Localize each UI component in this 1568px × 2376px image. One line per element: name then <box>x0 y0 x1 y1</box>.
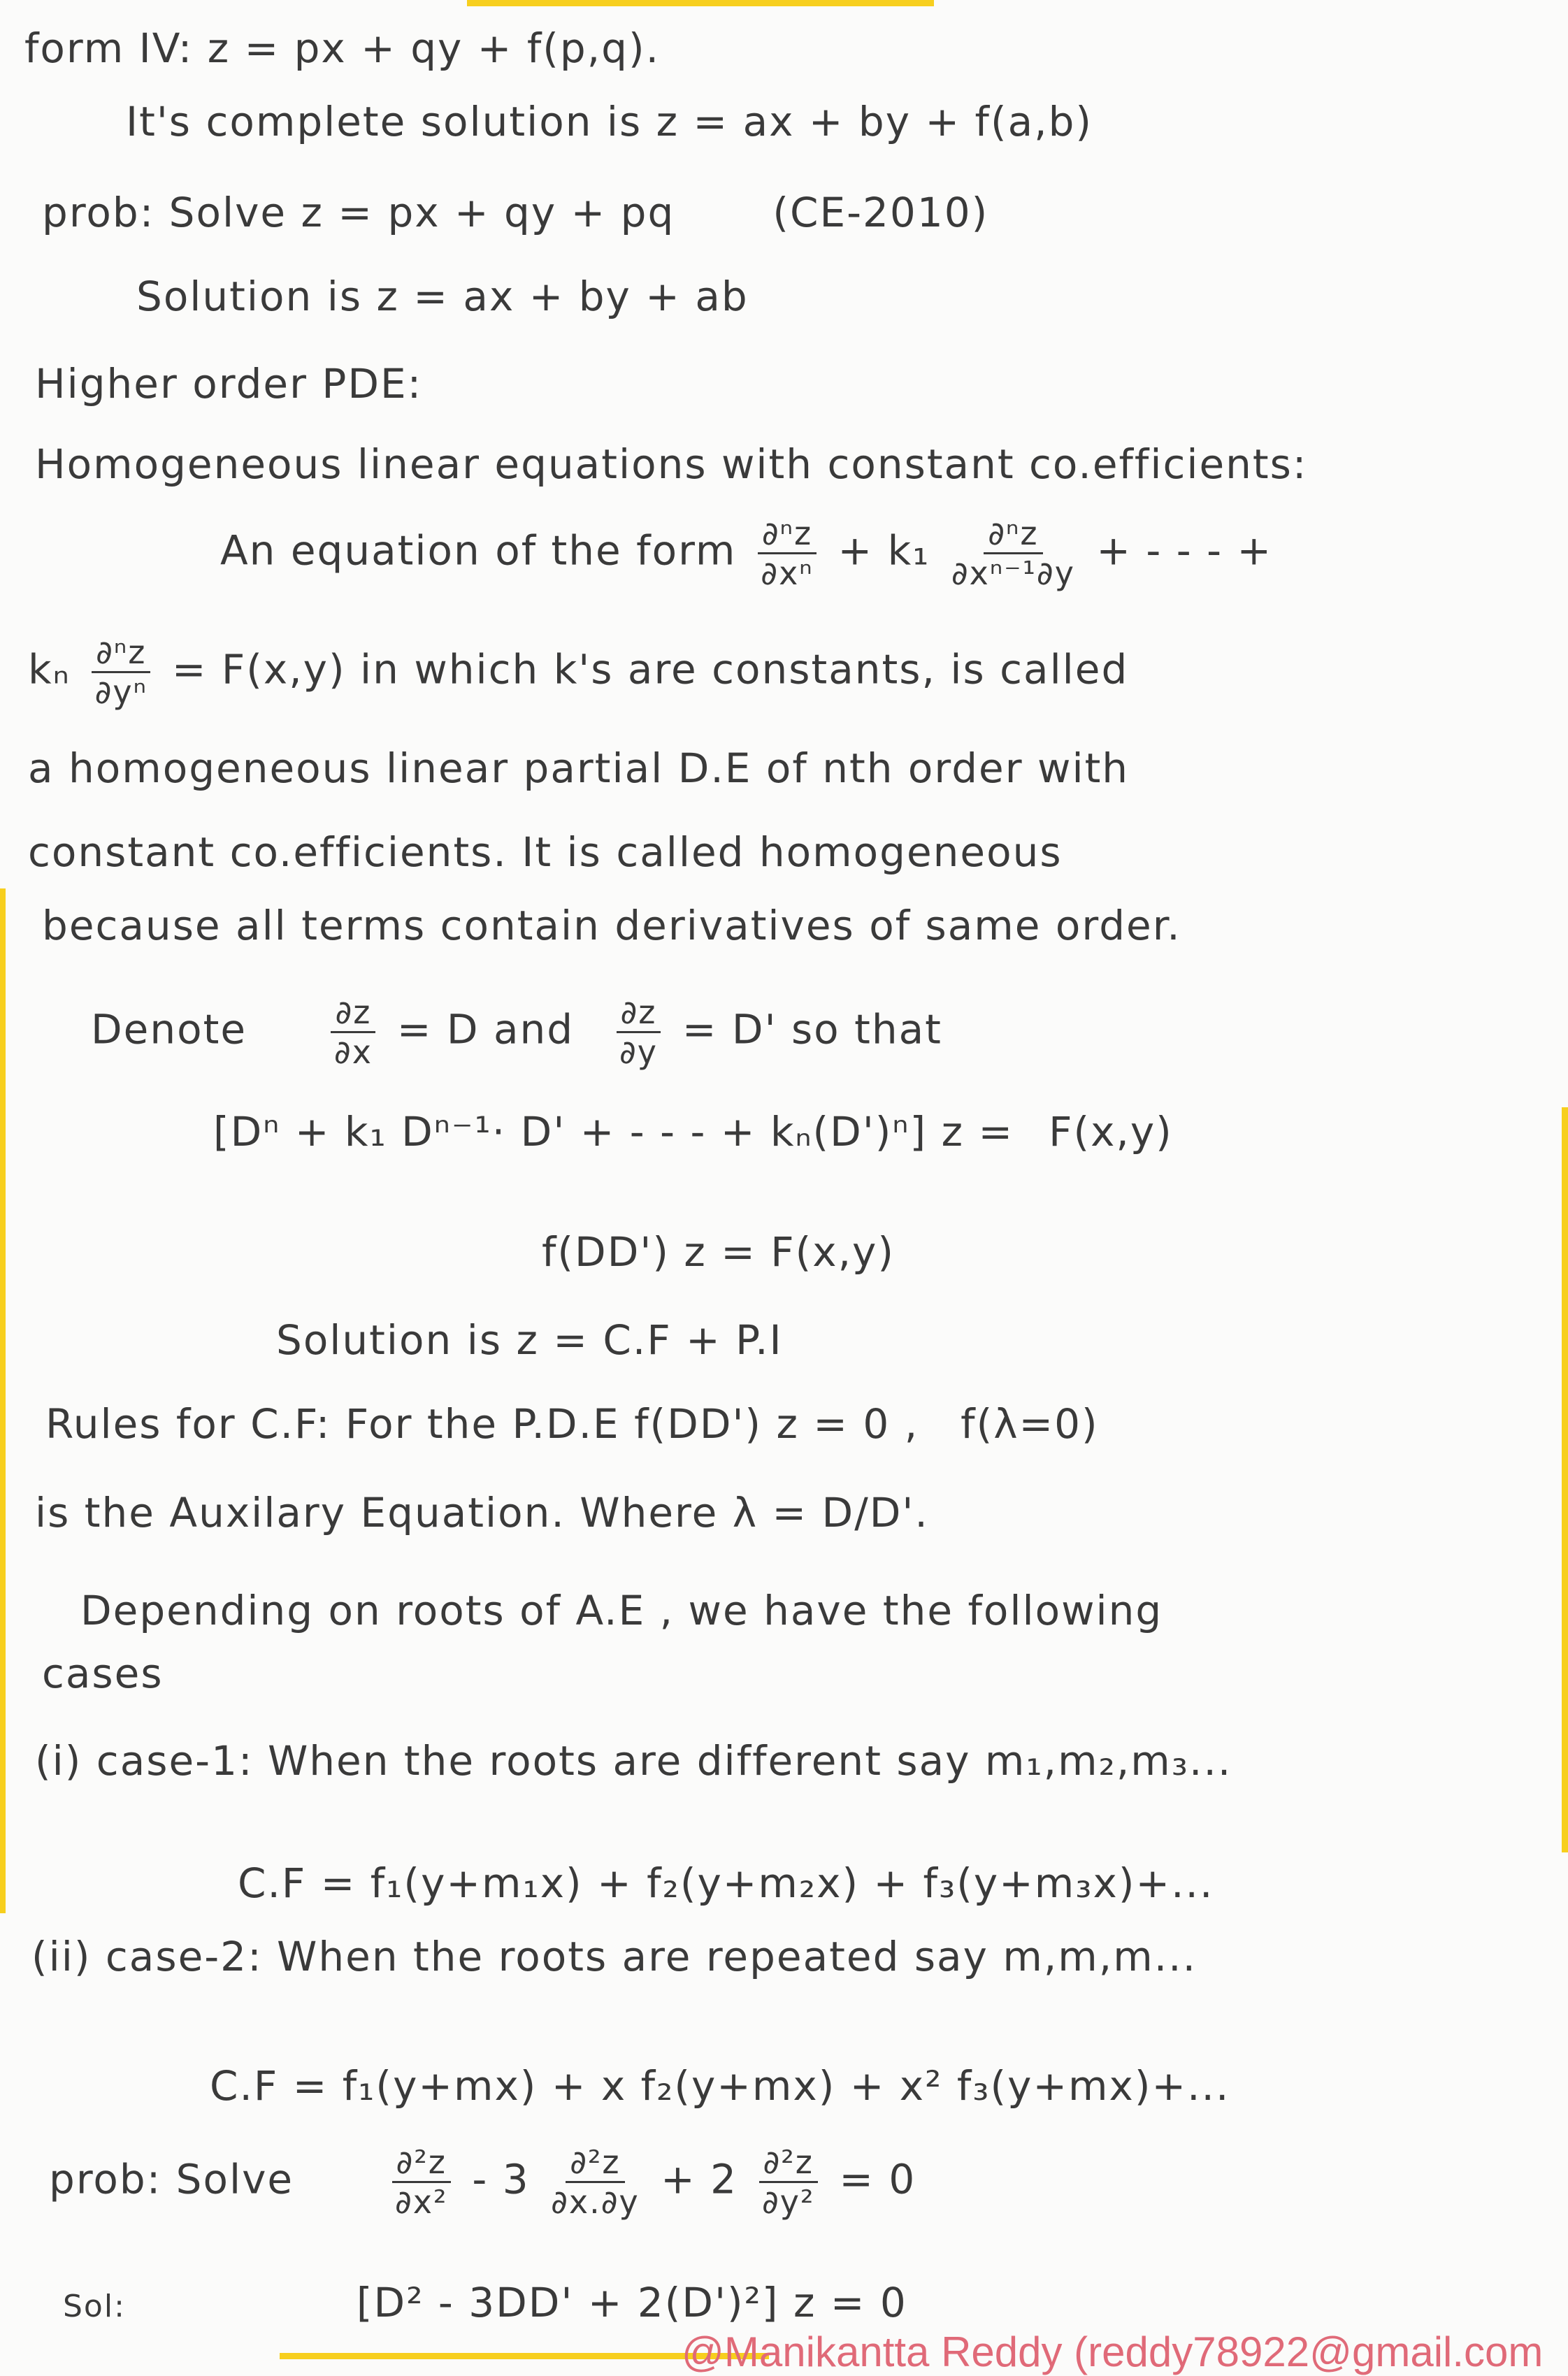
text: = D and <box>396 1005 575 1053</box>
text: + 2 <box>661 2155 738 2203</box>
denominator: ∂xⁿ <box>761 554 814 592</box>
numerator: ∂ⁿz <box>984 517 1042 554</box>
denote-line <box>91 993 942 1071</box>
text-line: Depending on roots of A.E , we have the following <box>80 1587 1163 1634</box>
numerator: ∂z <box>331 996 375 1033</box>
heading-higher-order: Higher order PDE: <box>35 360 423 408</box>
text: An equation of the form <box>220 526 737 575</box>
text: Rules for C.F: For the P.D.E f(DD') z = 0 , <box>45 1400 919 1448</box>
numerator: ∂ⁿz <box>758 517 817 554</box>
denominator: ∂x <box>333 1033 373 1071</box>
text-line: constant co.efficients. It is called homogeneous <box>28 828 1063 876</box>
equation-form-line <box>220 514 1273 592</box>
highlight-left <box>0 888 6 1913</box>
text: [D² - 3DD' + 2(D')²] z = 0 <box>356 2279 907 2326</box>
rules-line <box>45 1400 1099 1448</box>
problem-line <box>42 189 989 236</box>
highlight-right <box>1562 1107 1568 1852</box>
case-1-cf: C.F = f₁(y+m₁x) + f₂(y+m₂x) + f₃(y+m₃x)+... <box>238 1859 1214 1907</box>
text: kₙ <box>28 645 71 693</box>
text-line: because all terms contain derivatives of same order. <box>42 902 1181 949</box>
text: Sol: <box>63 2289 126 2324</box>
fraction <box>551 2143 640 2221</box>
problem-text: prob: Solve z = px + qy + pq <box>42 189 675 236</box>
case-1-line: (i) case-1: When the roots are different say m₁,m₂,m₃... <box>35 1737 1232 1785</box>
text: [Dⁿ + k₁ Dⁿ⁻¹· D' + - - - + kₙ(D')ⁿ] z = <box>213 1108 1014 1155</box>
fraction <box>759 2143 818 2221</box>
denominator: ∂y² <box>761 2183 815 2221</box>
text-line: cases <box>42 1650 164 1697</box>
numerator: ∂ⁿz <box>92 636 150 673</box>
fraction <box>758 514 817 592</box>
text: Denote <box>91 1005 247 1053</box>
numerator: ∂²z <box>392 2146 451 2183</box>
denominator: ∂y <box>619 1033 658 1071</box>
watermark: @Manikantta Reddy (reddy78922@gmail.com <box>682 2328 1544 2375</box>
text: - 3 <box>472 2155 530 2203</box>
exam-reference: (CE-2010) <box>772 189 989 236</box>
highlight-top <box>467 0 934 6</box>
fraction <box>331 993 375 1071</box>
text-line: is the Auxilary Equation. Where λ = D/D'. <box>35 1489 929 1536</box>
denominator: ∂x² <box>394 2183 448 2221</box>
text: + k₁ <box>837 526 930 575</box>
text: = D' so that <box>682 1005 942 1053</box>
case-2-cf: C.F = f₁(y+mx) + x f₂(y+mx) + x² f₃(y+mx)+... <box>210 2062 1230 2110</box>
fraction <box>392 2143 451 2221</box>
denominator: ∂x.∂y <box>551 2183 640 2221</box>
operator-equation-line <box>213 1108 1173 1155</box>
solution-2-line <box>63 2279 907 2326</box>
complete-solution-line: It's complete solution is z = ax + by + f(a,b) <box>126 98 1093 145</box>
text: F(x,y) <box>1049 1108 1173 1155</box>
text: = 0 <box>839 2155 916 2203</box>
denominator: ∂yⁿ <box>94 673 148 711</box>
solution-cf-pi: Solution is z = C.F + P.I <box>276 1316 783 1364</box>
heading-homogeneous: Homogeneous linear equations with constant co.efficients: <box>35 440 1308 488</box>
numerator: ∂²z <box>566 2146 624 2183</box>
fraction <box>951 514 1075 592</box>
text: + - - - + <box>1096 526 1273 575</box>
text: prob: Solve <box>49 2155 294 2203</box>
problem-2-line <box>49 2143 916 2221</box>
numerator: ∂²z <box>759 2146 818 2183</box>
solution-line: Solution is z = ax + by + ab <box>136 273 749 320</box>
operator-short-form: f(DD') z = F(x,y) <box>542 1228 895 1276</box>
text: = F(x,y) in which k's are constants, is called <box>171 645 1129 693</box>
text: f(λ=0) <box>961 1400 1099 1448</box>
numerator: ∂z <box>617 996 661 1033</box>
case-2-line: (ii) case-2: When the roots are repeated say m,m,m... <box>31 1933 1197 1980</box>
equation-continuation-line <box>28 633 1129 711</box>
text-line: a homogeneous linear partial D.E of nth order with <box>28 744 1130 792</box>
denominator: ∂xⁿ⁻¹∂y <box>951 554 1075 592</box>
fraction <box>617 993 661 1071</box>
fraction <box>92 633 150 711</box>
form-iv-line: form IV: z = px + qy + f(p,q). <box>24 24 661 72</box>
